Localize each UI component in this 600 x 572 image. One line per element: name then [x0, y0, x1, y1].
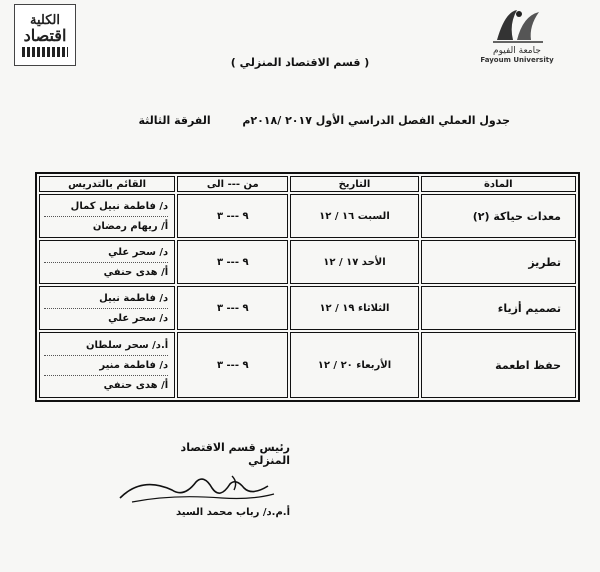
subject-cell: معدات حياكة (٢): [421, 194, 576, 238]
instructor-name: أ.د/ سحر سلطان: [44, 336, 168, 356]
table-header-row: [39, 176, 576, 192]
university-emblem-icon: [487, 6, 547, 46]
header-instructors: القائم بالتدريس: [39, 176, 175, 192]
signature-title: رئيس قسم الاقتصاد المنزلي: [180, 441, 290, 467]
university-name-arabic: جامعة الفيوم: [493, 46, 541, 56]
subject-cell: تصميم أزياء: [421, 286, 576, 330]
time-cell: ٩ --- ٣: [177, 194, 288, 238]
handwritten-signature: [112, 468, 282, 508]
instructor-name: د/ فاطمة منير: [44, 356, 168, 376]
faculty-logo-line1: الكلية: [30, 12, 60, 28]
table-row: [39, 240, 576, 284]
instructors-cell: [39, 240, 175, 284]
table-row: [39, 286, 576, 330]
instructor-name: أ/ هدى حنفي: [103, 266, 169, 278]
header-time: من --- الى: [177, 176, 288, 192]
date-cell: الثلاثاء ١٩ / ١٢: [290, 286, 418, 330]
instructor-name: د/ سحر علي: [44, 243, 168, 263]
schedule-heading: [138, 114, 510, 127]
signature-block: [150, 441, 290, 467]
schedule-title: جدول العملي الفصل الدراسي الأول ٢٠١٧ /٢٠١٨م: [242, 114, 510, 127]
time-cell: ٩ --- ٣: [177, 286, 288, 330]
subject-cell: حفظ اطعمة: [421, 332, 576, 398]
instructor-name: د/ فاطمة نبيل كمال: [44, 197, 168, 217]
department-title: ( قسم الاقتصاد المنزلي ): [230, 56, 370, 69]
schedule-level: الفرقة الثالثة: [138, 114, 211, 127]
instructor-name: د/ سحر علي: [108, 312, 169, 324]
time-cell: ٩ --- ٣: [177, 240, 288, 284]
table-row: [39, 332, 576, 398]
subject-cell: تطريز: [421, 240, 576, 284]
date-cell: الأربعاء ٢٠ / ١٢: [290, 332, 418, 398]
faculty-logo-pattern: [22, 47, 68, 57]
header-subject: المادة: [421, 176, 576, 192]
schedule-table: [35, 172, 580, 402]
instructor-name: أ/ ريهام رمضان: [92, 220, 169, 232]
instructors-cell: [39, 286, 175, 330]
instructors-cell: [39, 332, 175, 398]
time-cell: ٩ --- ٣: [177, 332, 288, 398]
faculty-logo-line2: اقتصاد: [23, 25, 67, 45]
signatory-name: أ.م.د/ رباب محمد السيد: [176, 507, 290, 518]
table-row: [39, 194, 576, 238]
instructors-cell: [39, 194, 175, 238]
date-cell: السبت ١٦ / ١٢: [290, 194, 418, 238]
date-cell: الأحد ١٧ / ١٢: [290, 240, 418, 284]
header-date: التاريخ: [290, 176, 418, 192]
instructor-name: أ/ هدى حنفي: [103, 379, 169, 391]
university-name-english: Fayoum University: [480, 56, 554, 64]
instructor-name: د/ فاطمة نبيل: [44, 289, 168, 309]
